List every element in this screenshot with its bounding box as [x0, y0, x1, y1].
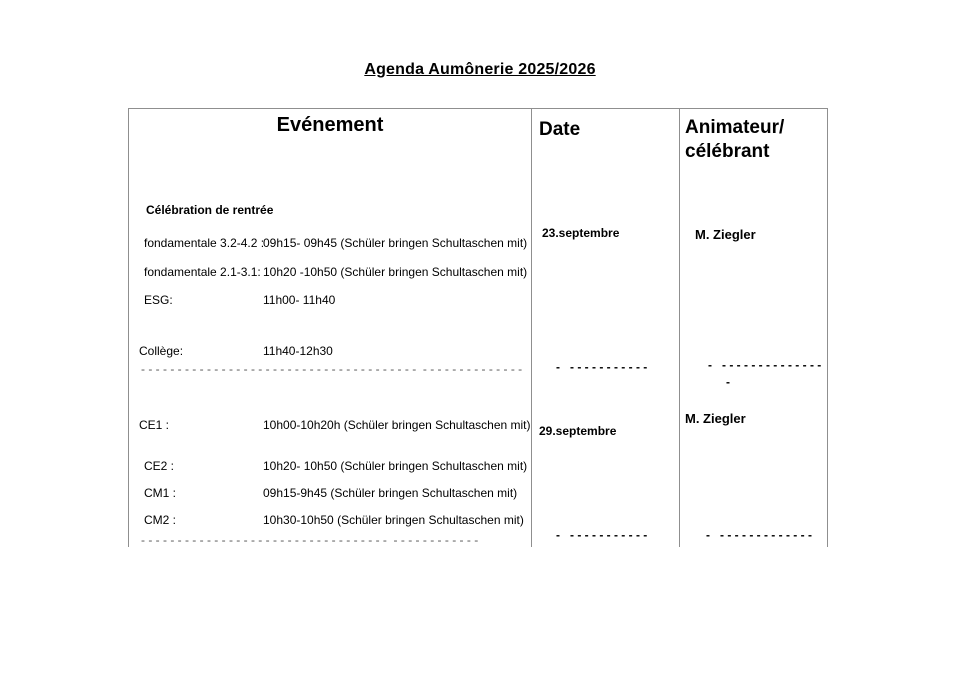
- column-header-animator-line1: Animateur/: [685, 117, 785, 138]
- event-row: [144, 513, 524, 527]
- event-row: [144, 459, 527, 473]
- event-row-label: fondamentale 2.1-3.1:: [144, 265, 261, 279]
- event-dashed-separator: - - - - - - - - - - - - - - - - - - - - - - - - - - - - - - - - - - - - - - - - - - - - - -: [141, 533, 479, 547]
- event-row-detail: 09h15-9h45 (Schüler bringen Schultaschen mit): [263, 486, 518, 500]
- event-row-label: fondamentale 3.2-4.2 :: [144, 236, 265, 250]
- event-row: [139, 418, 531, 432]
- event-row-detail: 11h00- 11h40: [263, 293, 336, 307]
- event-row-detail: 11h40-12h30: [263, 344, 333, 358]
- event-row-label: CE2 :: [144, 459, 175, 473]
- event-row-label: CE1 :: [139, 418, 170, 432]
- date-entry: 23.septembre: [542, 226, 620, 240]
- event-row: [144, 265, 527, 279]
- page-title: Agenda Aumônerie 2025/2026: [364, 61, 596, 78]
- title-row: [0, 61, 960, 79]
- animator-dashed-separator: - - - - - - - - - - - - - - -: [708, 358, 822, 372]
- event-row-label: CM1 :: [144, 486, 177, 500]
- column-divider-date-animator: [679, 109, 680, 547]
- event-dashed-separator: - - - - - - - - - - - - - - - - - - - - - - - - - - - - - - - - - - - - - - - - - - - - - - - - - - - -: [141, 362, 523, 376]
- event-row-label: ESG:: [144, 293, 173, 307]
- date-dashed-separator: - - - - - - - - - - - -: [556, 528, 648, 542]
- event-row-detail: 10h00-10h20h (Schüler bringen Schultaschen mit): [263, 418, 531, 432]
- animator-dashed-separator: - - - - - - - - - - - - - -: [706, 528, 812, 542]
- event-row: [144, 236, 527, 250]
- event-row: [139, 344, 333, 358]
- date-dashed-separator: - - - - - - - - - - - -: [556, 360, 648, 374]
- event-row-detail: 10h30-10h50 (Schüler bringen Schultaschen mit): [263, 513, 524, 527]
- event-row-detail: 10h20- 10h50 (Schüler bringen Schultaschen mit): [263, 459, 528, 473]
- column-header-date: Date: [539, 119, 581, 140]
- event-row-label: Collège:: [139, 344, 184, 358]
- column-header-event: Evénement: [276, 114, 384, 136]
- animator-entry: M. Ziegler: [685, 411, 746, 426]
- event-row-detail: 10h20 -10h50 (Schüler bringen Schultaschen mit): [263, 265, 528, 279]
- event-row-detail: 09h15- 09h45 (Schüler bringen Schultaschen mit): [263, 236, 528, 250]
- date-entry: 29.septembre: [539, 424, 617, 438]
- event-row-label: CM2 :: [144, 513, 177, 527]
- column-divider-event-date: [531, 109, 532, 547]
- event-block-title: Célébration de rentrée: [146, 203, 274, 217]
- agenda-table: [128, 108, 828, 547]
- column-header-animator-line2: célébrant: [685, 141, 770, 162]
- column-header-animator: [685, 116, 784, 164]
- event-row: [144, 486, 517, 500]
- event-row: [144, 293, 335, 307]
- animator-dashed-separator-line2: -: [726, 375, 730, 389]
- animator-entry: M. Ziegler: [695, 227, 756, 242]
